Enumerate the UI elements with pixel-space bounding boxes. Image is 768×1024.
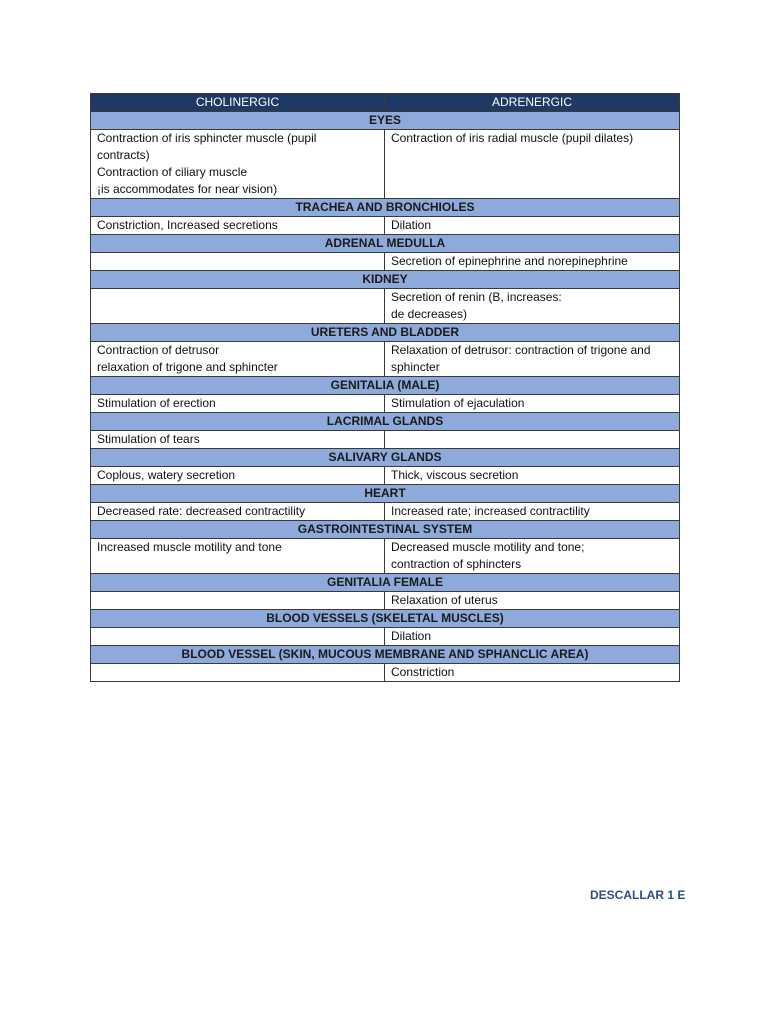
cholinergic-effect-cell [91, 431, 385, 449]
section-title: TRACHEA AND BRONCHIOLES [91, 199, 680, 217]
section-row [91, 324, 680, 342]
section-row [91, 574, 680, 592]
effect-row [91, 342, 680, 377]
cholinergic-adrenergic-table [90, 93, 680, 682]
section-row [91, 377, 680, 395]
effect-row [91, 592, 680, 610]
effect-row [91, 467, 680, 485]
table-body [91, 112, 680, 682]
effect-row [91, 539, 680, 574]
cholinergic-effect-line: Contraction of detrusor [97, 343, 220, 357]
effect-row [91, 503, 680, 521]
section-title: GASTROINTESTINAL SYSTEM [91, 521, 680, 539]
effect-row [91, 130, 680, 199]
adrenergic-effect-cell [385, 539, 680, 574]
cholinergic-effect-line: Increased muscle motility and tone [97, 540, 282, 554]
adrenergic-effect-line: Dilation [391, 218, 432, 232]
section-row [91, 413, 680, 431]
adrenergic-effect-line: Contraction of iris radial muscle (pupil dilates) [391, 131, 634, 145]
section-title: URETERS AND BLADDER [91, 324, 680, 342]
adrenergic-effect-line: de decreases) [391, 307, 468, 321]
adrenergic-effect-line: sphincter [391, 360, 440, 374]
cholinergic-effect-cell [91, 395, 385, 413]
adrenergic-effect-cell [385, 592, 680, 610]
cholinergic-effect-line: Stimulation of erection [97, 396, 216, 410]
adrenergic-effect-cell [385, 130, 680, 199]
section-row [91, 199, 680, 217]
section-title: ADRENAL MEDULLA [91, 235, 680, 253]
section-row [91, 271, 680, 289]
adrenergic-effect-line: Increased rate; increased contractility [391, 504, 590, 518]
footer-author: DESCALLAR 1 E [590, 888, 686, 902]
section-title: HEART [91, 485, 680, 503]
cholinergic-effect-cell [91, 539, 385, 574]
cholinergic-effect-cell [91, 664, 385, 682]
header-row [91, 94, 680, 112]
column-header-cholinergic: CHOLINERGIC [91, 94, 385, 112]
section-title: BLOOD VESSEL (SKIN, MUCOUS MEMBRANE AND SPHANCLIC AREA) [91, 646, 680, 664]
section-title: GENITALIA FEMALE [91, 574, 680, 592]
cholinergic-effect-cell [91, 217, 385, 235]
section-row [91, 235, 680, 253]
cholinergic-effect-cell [91, 253, 385, 271]
adrenergic-effect-cell [385, 503, 680, 521]
effect-row [91, 431, 680, 449]
adrenergic-effect-cell [385, 395, 680, 413]
column-header-adrenergic: ADRENERGIC [385, 94, 680, 112]
adrenergic-effect-line: Constriction [391, 665, 455, 679]
cholinergic-effect-cell [91, 130, 385, 199]
adrenergic-effect-cell [385, 467, 680, 485]
cholinergic-effect-line: Coplous, watery secretion [97, 468, 236, 482]
cholinergic-effect-line: relaxation of trigone and sphincter [97, 360, 278, 374]
adrenergic-effect-line: Secretion of renin (B, increases: [391, 290, 562, 304]
cholinergic-effect-line: Decreased rate: decreased contractility [97, 504, 306, 518]
section-row [91, 112, 680, 130]
adrenergic-effect-line: Relaxation of uterus [391, 593, 498, 607]
section-title: EYES [91, 112, 680, 130]
adrenergic-effect-cell [385, 628, 680, 646]
section-row [91, 610, 680, 628]
adrenergic-effect-line: Secretion of epinephrine and norepinephrine [391, 254, 628, 268]
section-title: BLOOD VESSELS (SKELETAL MUSCLES) [91, 610, 680, 628]
adrenergic-effect-cell [385, 342, 680, 377]
effect-row [91, 217, 680, 235]
cholinergic-effect-cell [91, 628, 385, 646]
cholinergic-effect-line: Contraction of iris sphincter muscle (pupil [97, 131, 317, 145]
cholinergic-effect-cell [91, 592, 385, 610]
adrenergic-effect-cell [385, 664, 680, 682]
section-row [91, 449, 680, 467]
cholinergic-effect-cell [91, 342, 385, 377]
effect-row [91, 664, 680, 682]
section-title: LACRIMAL GLANDS [91, 413, 680, 431]
adrenergic-effect-cell [385, 431, 680, 449]
section-title: KIDNEY [91, 271, 680, 289]
adrenergic-effect-line: Relaxation of detrusor: contraction of trigone and [391, 343, 651, 357]
cholinergic-effect-line: ¡is accommodates for near vision) [97, 182, 278, 196]
section-title: SALIVARY GLANDS [91, 449, 680, 467]
cholinergic-effect-line: contracts) [97, 148, 150, 162]
adrenergic-effect-line: contraction of sphincters [391, 557, 522, 571]
cholinergic-effect-cell [91, 503, 385, 521]
adrenergic-effect-cell [385, 253, 680, 271]
effect-row [91, 253, 680, 271]
cholinergic-effect-line: Constriction, Increased secretions [97, 218, 278, 232]
cholinergic-effect-line: Stimulation of tears [97, 432, 200, 446]
cholinergic-effect-line: Contraction of ciliary muscle [97, 165, 248, 179]
section-row [91, 646, 680, 664]
section-row [91, 521, 680, 539]
adrenergic-effect-line: Thick, viscous secretion [391, 468, 519, 482]
adrenergic-effect-line: Stimulation of ejaculation [391, 396, 525, 410]
adrenergic-effect-line: Decreased muscle motility and tone; [391, 540, 585, 554]
cholinergic-effect-cell [91, 289, 385, 324]
adrenergic-effect-line: Dilation [391, 629, 432, 643]
cholinergic-effect-cell [91, 467, 385, 485]
section-title: GENITALIA (MALE) [91, 377, 680, 395]
effect-row [91, 395, 680, 413]
adrenergic-effect-cell [385, 217, 680, 235]
adrenergic-effect-cell [385, 289, 680, 324]
effect-row [91, 628, 680, 646]
section-row [91, 485, 680, 503]
effect-row [91, 289, 680, 324]
